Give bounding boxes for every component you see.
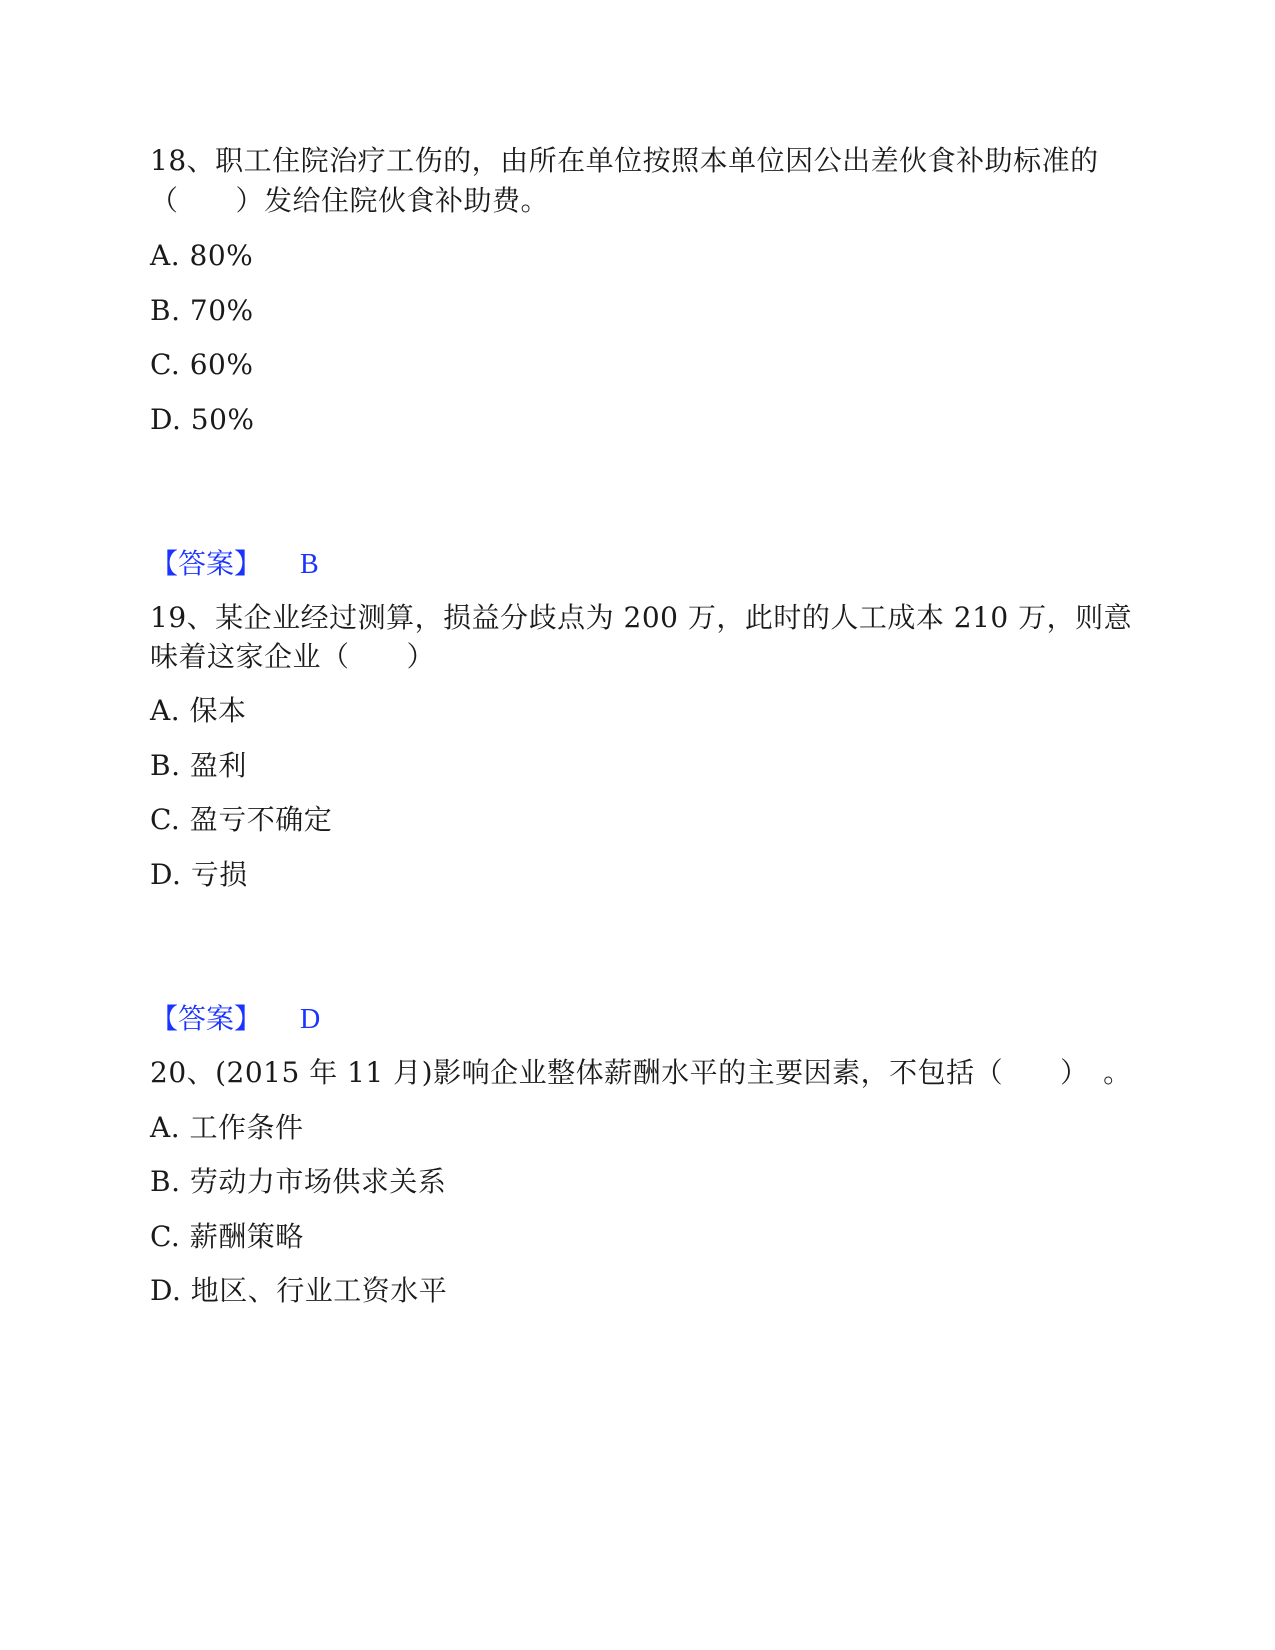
option-b: B. 劳动力市场供求关系 [150, 1165, 447, 1198]
answer-18 [150, 544, 319, 585]
option-c: C. 盈亏不确定 [150, 803, 333, 836]
question-stem-line: （ ）发给住院伙食补助费。 [150, 184, 550, 217]
option-d: D. 地区、行业工资水平 [150, 1274, 448, 1307]
option-c: C. 薪酬策略 [150, 1220, 304, 1253]
answer-value: D [300, 1004, 321, 1035]
answer-label: 【答案】 [150, 547, 263, 580]
question-stem-line: 19、某企业经过测算，损益分歧点为 200 万，此时的人工成本 210 万，则意 [150, 601, 1133, 634]
option-a: A. 80% [150, 239, 254, 272]
question-stem-line: 味着这家企业（ ） [150, 640, 436, 673]
question-stem-line: 20、(2015 年 11 月)影响企业整体薪酬水平的主要因素，不包括（ ） 。 [150, 1056, 1132, 1089]
option-d: D. 50% [150, 403, 255, 436]
answer-19 [150, 999, 320, 1040]
option-b: B. 70% [150, 294, 254, 327]
option-a: A. 保本 [150, 694, 247, 727]
option-b: B. 盈利 [150, 749, 247, 782]
answer-value: B [300, 549, 319, 580]
question-stem-line: 18、职工住院治疗工伤的，由所在单位按照本单位因公出差伙食补助标准的 [150, 144, 1099, 177]
answer-label: 【答案】 [150, 1002, 263, 1035]
option-c: C. 60% [150, 348, 254, 381]
option-a: A. 工作条件 [150, 1111, 304, 1144]
option-d: D. 亏损 [150, 858, 248, 891]
